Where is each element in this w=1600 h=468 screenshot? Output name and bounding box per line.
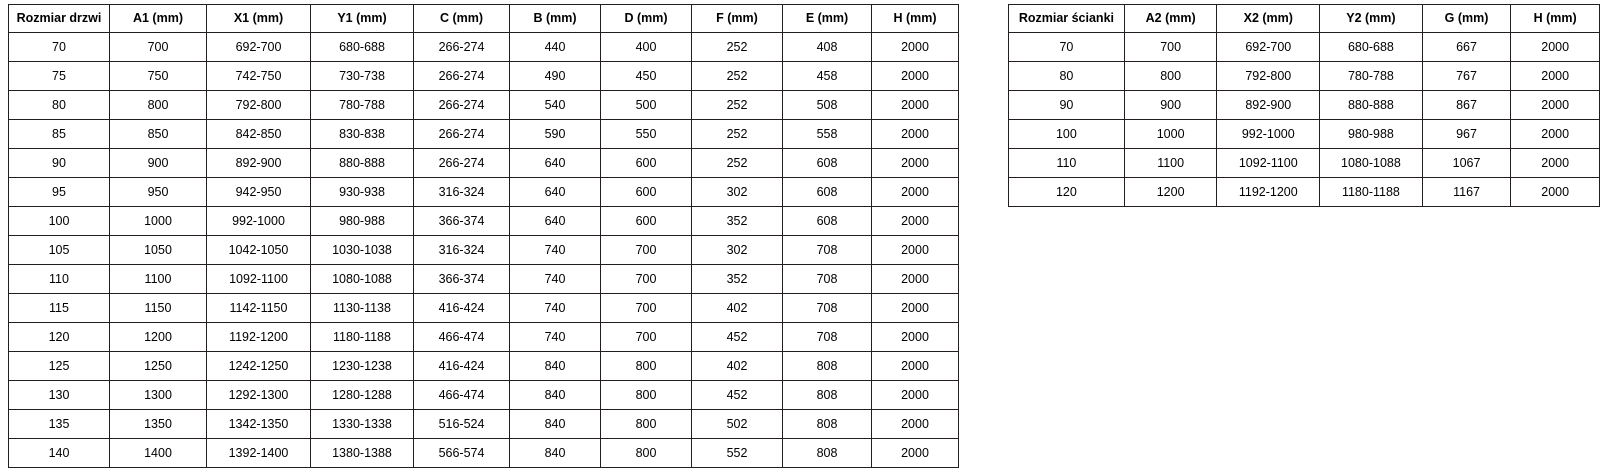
table-row (9, 33, 959, 62)
door-table-column-header: A1 (mm) (110, 5, 207, 33)
table-cell: 1150 (110, 294, 207, 323)
table-cell: 508 (783, 91, 872, 120)
table-cell: 80 (9, 91, 110, 120)
table-row (9, 178, 959, 207)
table-cell: 1067 (1422, 149, 1511, 178)
table-cell: 600 (601, 207, 692, 236)
wall-table-column-header: G (mm) (1422, 5, 1511, 33)
table-cell: 1080-1088 (311, 265, 414, 294)
table-cell: 900 (110, 149, 207, 178)
table-cell: 1167 (1422, 178, 1511, 207)
table-cell: 880-888 (1320, 91, 1423, 120)
table-cell: 1030-1038 (311, 236, 414, 265)
table-cell: 600 (601, 149, 692, 178)
table-cell: 800 (601, 381, 692, 410)
table-cell: 552 (692, 439, 783, 468)
table-cell: 700 (601, 323, 692, 352)
table-cell: 800 (1124, 62, 1217, 91)
door-table-column-header: E (mm) (783, 5, 872, 33)
table-cell: 2000 (872, 439, 959, 468)
table-row (9, 207, 959, 236)
table-cell: 767 (1422, 62, 1511, 91)
table-cell: 1380-1388 (311, 439, 414, 468)
table-cell: 700 (110, 33, 207, 62)
table-cell: 105 (9, 236, 110, 265)
table-cell: 640 (510, 207, 601, 236)
table-cell: 850 (110, 120, 207, 149)
table-cell: 1350 (110, 410, 207, 439)
table-cell: 302 (692, 178, 783, 207)
table-cell: 942-950 (207, 178, 311, 207)
table-cell: 608 (783, 149, 872, 178)
table-cell: 708 (783, 236, 872, 265)
table-cell: 730-738 (311, 62, 414, 91)
table-cell: 402 (692, 352, 783, 381)
table-cell: 700 (601, 294, 692, 323)
table-cell: 266-274 (414, 120, 510, 149)
table-cell: 780-788 (1320, 62, 1423, 91)
door-table-column-header: D (mm) (601, 5, 692, 33)
door-table-header (9, 5, 959, 33)
table-cell: 1142-1150 (207, 294, 311, 323)
table-row (9, 439, 959, 468)
table-cell: 930-938 (311, 178, 414, 207)
table-row (9, 62, 959, 91)
table-cell: 792-800 (207, 91, 311, 120)
table-cell: 808 (783, 352, 872, 381)
table-cell: 1242-1250 (207, 352, 311, 381)
table-cell: 80 (1009, 62, 1125, 91)
table-row (9, 410, 959, 439)
wall-table-column-header: X2 (mm) (1217, 5, 1320, 33)
table-cell: 1330-1338 (311, 410, 414, 439)
wall-table-header (1009, 5, 1600, 33)
table-cell: 750 (110, 62, 207, 91)
table-cell: 992-1000 (1217, 120, 1320, 149)
table-cell: 95 (9, 178, 110, 207)
table-cell: 70 (9, 33, 110, 62)
table-cell: 2000 (872, 352, 959, 381)
table-header-row (1009, 5, 1600, 33)
table-cell: 700 (1124, 33, 1217, 62)
table-cell: 252 (692, 33, 783, 62)
table-cell: 2000 (872, 410, 959, 439)
table-cell: 252 (692, 149, 783, 178)
table-cell: 566-574 (414, 439, 510, 468)
table-row (9, 120, 959, 149)
table-cell: 452 (692, 323, 783, 352)
door-table-column-header: H (mm) (872, 5, 959, 33)
table-cell: 402 (692, 294, 783, 323)
table-cell: 1200 (110, 323, 207, 352)
table-row (9, 381, 959, 410)
table-cell: 366-374 (414, 265, 510, 294)
table-cell: 680-688 (311, 33, 414, 62)
table-cell: 680-688 (1320, 33, 1423, 62)
table-cell: 2000 (1511, 120, 1600, 149)
wall-size-table (1008, 4, 1600, 207)
table-cell: 1092-1100 (207, 265, 311, 294)
table-cell: 980-988 (1320, 120, 1423, 149)
table-row (1009, 178, 1600, 207)
table-cell: 2000 (1511, 91, 1600, 120)
table-cell: 2000 (872, 33, 959, 62)
table-cell: 900 (1124, 91, 1217, 120)
table-cell: 892-900 (207, 149, 311, 178)
table-cell: 1300 (110, 381, 207, 410)
table-cell: 316-324 (414, 178, 510, 207)
table-cell: 2000 (872, 265, 959, 294)
table-cell: 302 (692, 236, 783, 265)
table-cell: 800 (110, 91, 207, 120)
table-cell: 1130-1138 (311, 294, 414, 323)
table-row (9, 236, 959, 265)
table-cell: 808 (783, 381, 872, 410)
door-table-column-header: F (mm) (692, 5, 783, 33)
table-cell: 450 (601, 62, 692, 91)
table-cell: 992-1000 (207, 207, 311, 236)
table-cell: 1000 (110, 207, 207, 236)
table-cell: 1180-1188 (311, 323, 414, 352)
table-row (1009, 149, 1600, 178)
table-cell: 892-900 (1217, 91, 1320, 120)
table-cell: 1230-1238 (311, 352, 414, 381)
table-cell: 115 (9, 294, 110, 323)
table-cell: 110 (9, 265, 110, 294)
wall-size-table-container (1008, 4, 1600, 207)
door-table-column-header: Y1 (mm) (311, 5, 414, 33)
table-cell: 700 (601, 265, 692, 294)
table-cell: 440 (510, 33, 601, 62)
table-row (9, 294, 959, 323)
table-cell: 140 (9, 439, 110, 468)
table-cell: 2000 (872, 91, 959, 120)
table-row (9, 323, 959, 352)
table-cell: 808 (783, 410, 872, 439)
table-cell: 1342-1350 (207, 410, 311, 439)
table-cell: 366-374 (414, 207, 510, 236)
table-cell: 2000 (1511, 149, 1600, 178)
table-cell: 742-750 (207, 62, 311, 91)
table-cell: 466-474 (414, 381, 510, 410)
table-cell: 408 (783, 33, 872, 62)
table-cell: 980-988 (311, 207, 414, 236)
table-cell: 135 (9, 410, 110, 439)
table-cell: 352 (692, 265, 783, 294)
wall-table-column-header: Rozmiar ścianki (1009, 5, 1125, 33)
table-cell: 416-424 (414, 352, 510, 381)
wall-table-column-header: H (mm) (1511, 5, 1600, 33)
table-cell: 1292-1300 (207, 381, 311, 410)
table-cell: 400 (601, 33, 692, 62)
table-row (9, 352, 959, 381)
table-cell: 266-274 (414, 62, 510, 91)
table-cell: 640 (510, 178, 601, 207)
door-table-column-header: X1 (mm) (207, 5, 311, 33)
table-cell: 840 (510, 439, 601, 468)
table-cell: 740 (510, 323, 601, 352)
door-size-table (8, 4, 959, 468)
table-cell: 740 (510, 236, 601, 265)
table-cell: 130 (9, 381, 110, 410)
table-cell: 500 (601, 91, 692, 120)
table-cell: 708 (783, 265, 872, 294)
table-row (1009, 120, 1600, 149)
table-cell: 780-788 (311, 91, 414, 120)
table-cell: 490 (510, 62, 601, 91)
table-cell: 266-274 (414, 149, 510, 178)
table-cell: 252 (692, 91, 783, 120)
table-cell: 700 (601, 236, 692, 265)
table-cell: 2000 (1511, 178, 1600, 207)
table-cell: 800 (601, 439, 692, 468)
table-cell: 600 (601, 178, 692, 207)
table-cell: 800 (601, 410, 692, 439)
door-table-column-header: B (mm) (510, 5, 601, 33)
table-cell: 2000 (872, 178, 959, 207)
table-cell: 1000 (1124, 120, 1217, 149)
table-cell: 840 (510, 410, 601, 439)
table-cell: 867 (1422, 91, 1511, 120)
table-cell: 1050 (110, 236, 207, 265)
table-cell: 608 (783, 207, 872, 236)
door-size-table-container (8, 4, 959, 468)
table-cell: 1192-1200 (207, 323, 311, 352)
table-cell: 1392-1400 (207, 439, 311, 468)
table-cell: 416-424 (414, 294, 510, 323)
table-cell: 880-888 (311, 149, 414, 178)
table-cell: 125 (9, 352, 110, 381)
table-cell: 352 (692, 207, 783, 236)
table-cell: 1280-1288 (311, 381, 414, 410)
table-cell: 550 (601, 120, 692, 149)
table-cell: 502 (692, 410, 783, 439)
table-cell: 692-700 (1217, 33, 1320, 62)
table-cell: 2000 (872, 323, 959, 352)
table-cell: 120 (9, 323, 110, 352)
table-row (1009, 62, 1600, 91)
table-cell: 740 (510, 294, 601, 323)
table-cell: 120 (1009, 178, 1125, 207)
table-cell: 2000 (872, 207, 959, 236)
table-cell: 840 (510, 381, 601, 410)
table-cell: 1250 (110, 352, 207, 381)
table-row (9, 91, 959, 120)
table-cell: 266-274 (414, 33, 510, 62)
table-cell: 2000 (872, 381, 959, 410)
table-cell: 1092-1100 (1217, 149, 1320, 178)
table-cell: 2000 (872, 149, 959, 178)
table-cell: 808 (783, 439, 872, 468)
table-cell: 2000 (1511, 33, 1600, 62)
table-cell: 740 (510, 265, 601, 294)
table-cell: 2000 (872, 294, 959, 323)
wall-table-column-header: A2 (mm) (1124, 5, 1217, 33)
table-cell: 252 (692, 62, 783, 91)
table-cell: 2000 (872, 62, 959, 91)
table-cell: 2000 (872, 120, 959, 149)
table-cell: 590 (510, 120, 601, 149)
table-row (1009, 91, 1600, 120)
door-table-column-header: C (mm) (414, 5, 510, 33)
table-cell: 640 (510, 149, 601, 178)
table-cell: 100 (1009, 120, 1125, 149)
table-cell: 830-838 (311, 120, 414, 149)
table-cell: 110 (1009, 149, 1125, 178)
table-cell: 266-274 (414, 91, 510, 120)
table-cell: 90 (1009, 91, 1125, 120)
table-cell: 516-524 (414, 410, 510, 439)
table-header-row (9, 5, 959, 33)
table-cell: 842-850 (207, 120, 311, 149)
table-cell: 692-700 (207, 33, 311, 62)
table-cell: 708 (783, 294, 872, 323)
wall-table-body (1009, 33, 1600, 207)
table-cell: 608 (783, 178, 872, 207)
door-table-body (9, 33, 959, 468)
table-cell: 452 (692, 381, 783, 410)
table-cell: 1100 (1124, 149, 1217, 178)
table-cell: 667 (1422, 33, 1511, 62)
table-cell: 1200 (1124, 178, 1217, 207)
table-cell: 466-474 (414, 323, 510, 352)
table-row (9, 265, 959, 294)
table-cell: 70 (1009, 33, 1125, 62)
wall-table-column-header: Y2 (mm) (1320, 5, 1423, 33)
table-row (1009, 33, 1600, 62)
door-table-column-header: Rozmiar drzwi (9, 5, 110, 33)
table-cell: 558 (783, 120, 872, 149)
table-cell: 950 (110, 178, 207, 207)
table-cell: 75 (9, 62, 110, 91)
table-cell: 100 (9, 207, 110, 236)
table-cell: 1100 (110, 265, 207, 294)
table-cell: 708 (783, 323, 872, 352)
table-cell: 800 (601, 352, 692, 381)
table-cell: 1192-1200 (1217, 178, 1320, 207)
table-cell: 458 (783, 62, 872, 91)
table-cell: 85 (9, 120, 110, 149)
table-cell: 540 (510, 91, 601, 120)
table-cell: 252 (692, 120, 783, 149)
table-cell: 840 (510, 352, 601, 381)
table-cell: 1180-1188 (1320, 178, 1423, 207)
table-cell: 316-324 (414, 236, 510, 265)
table-cell: 1080-1088 (1320, 149, 1423, 178)
table-row (9, 149, 959, 178)
table-cell: 792-800 (1217, 62, 1320, 91)
table-cell: 2000 (872, 236, 959, 265)
table-cell: 90 (9, 149, 110, 178)
table-cell: 1400 (110, 439, 207, 468)
table-cell: 967 (1422, 120, 1511, 149)
table-cell: 1042-1050 (207, 236, 311, 265)
table-cell: 2000 (1511, 62, 1600, 91)
